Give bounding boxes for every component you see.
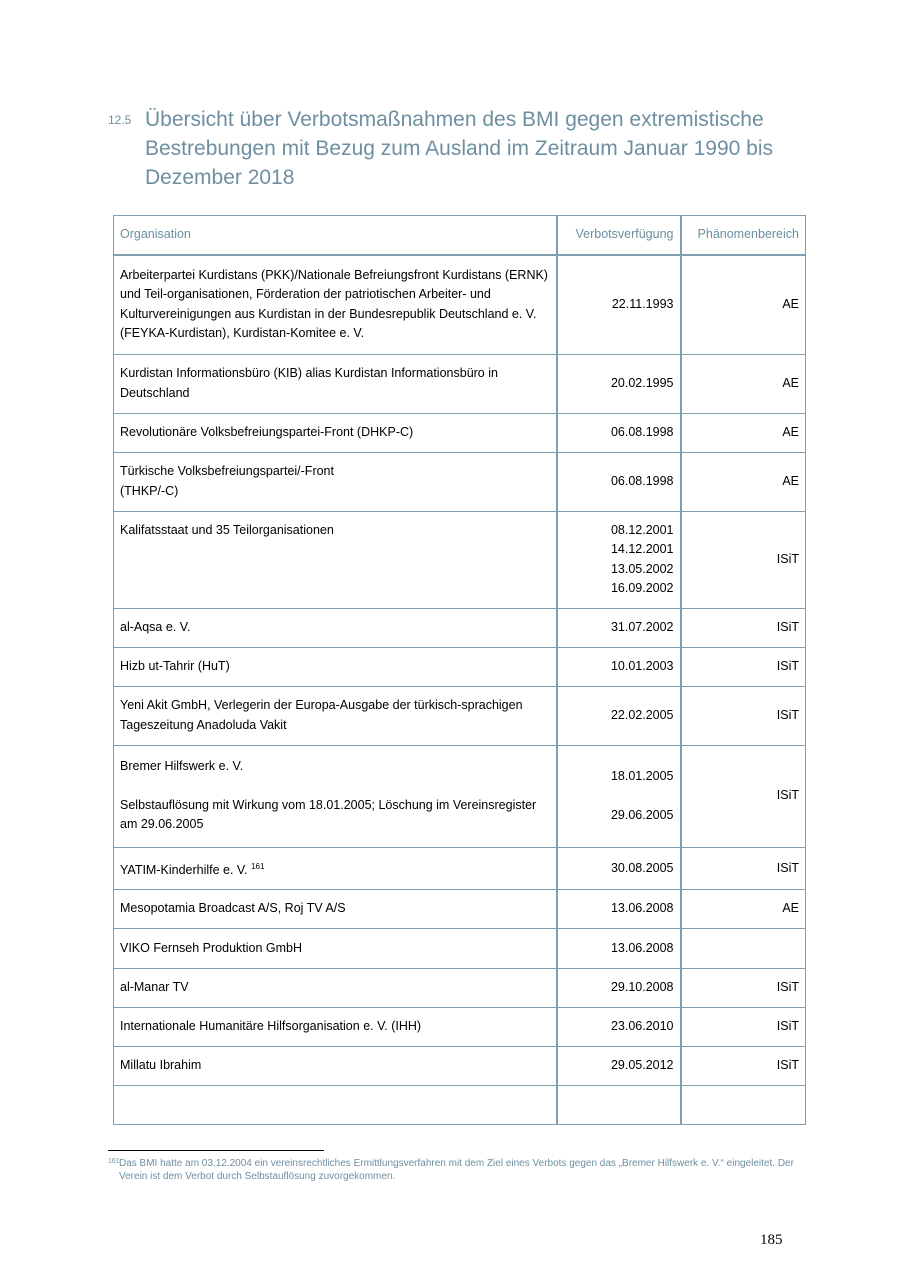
org-line-1: Türkische Volksbefreiungspartei/-Front <box>120 464 334 478</box>
cell-organisation: al-Manar TV <box>114 969 557 1008</box>
cell-organisation: Kalifatsstaat und 35 Teilorganisationen <box>114 511 557 608</box>
page-number: 185 <box>760 1232 783 1248</box>
table-row <box>114 686 806 745</box>
cell-date: 13.06.2008 <box>557 929 681 969</box>
header-organisation: Organisation <box>114 216 557 256</box>
cell-area: AE <box>681 890 806 929</box>
section-title: Übersicht über Verbotsmaßnahmen des BMI gegen extremistische Bestrebungen mit Bezug zum Ausland im Zeitraum Januar 1990 bis Dezember 2018 <box>145 108 774 189</box>
cell-area: ISiT <box>681 1008 806 1047</box>
table-row <box>114 255 806 354</box>
cell-organisation: Revolutionäre Volksbefreiungspartei-Front (DHKP-C) <box>114 413 557 452</box>
org-line-1: Bremer Hilfswerk e. V. <box>120 759 244 774</box>
cell-date: 06.08.1998 <box>557 452 681 511</box>
cell-date: 10.01.2003 <box>557 647 681 686</box>
footnote <box>108 1158 798 1183</box>
cell-organisation: VIKO Fernseh Produktion GmbH <box>114 929 557 969</box>
cell-organisation <box>114 452 557 511</box>
date-entry: 29.06.2005 <box>610 807 674 822</box>
cell-date: 22.02.2005 <box>557 686 681 745</box>
cell-area: ISiT <box>681 647 806 686</box>
table-row <box>114 1047 806 1086</box>
cell-date: 22.11.1993 <box>557 255 681 354</box>
cell-organisation: Arbeiterpartei Kurdistans (PKK)/Nationale Befreiungsfront Kurdistans (ERNK) und Teil-organisationen, Förderation der patriotischen Arbeiter- und Kulturvereinigungen aus Kurdistan in der Bundesrepublik Deutschland e. V. (FEYKA-Kurdistan), Kurdistan-Komitee e. V. <box>114 255 557 354</box>
table-row <box>114 354 806 413</box>
header-phaenomenbereich: Phänomenbereich <box>681 216 806 256</box>
cell-organisation: al-Aqsa e. V. <box>114 608 557 647</box>
date-entry: 13.05.2002 <box>610 561 674 576</box>
header-verbotsverfuegung: Verbotsverfügung <box>557 216 681 256</box>
table-row <box>114 745 806 847</box>
cell-organisation: Millatu Ibrahim <box>114 1047 557 1086</box>
table-row <box>114 608 806 647</box>
table-row <box>114 647 806 686</box>
cell-empty <box>557 1086 681 1125</box>
cell-area: AE <box>681 452 806 511</box>
cell-dates <box>557 745 681 847</box>
cell-date: 29.10.2008 <box>557 969 681 1008</box>
table-row-empty <box>114 1086 806 1125</box>
footnote-text: Das BMI hatte am 03.12.2004 ein vereinsrechtliches Ermittlungsverfahren mit dem Ziel eines Verbots gegen das „Bremer Hilfswerk e. V.“ eingeleitet. Der Verein ist dem Verbot durch Selbstauflösung zuvorgekommen. <box>119 1158 794 1182</box>
table-row <box>114 890 806 929</box>
cell-area: ISiT <box>681 745 806 847</box>
cell-area: ISiT <box>681 969 806 1008</box>
section-number: 12.5 <box>108 113 132 127</box>
cell-date: 20.02.1995 <box>557 354 681 413</box>
cell-organisation: Internationale Humanitäre Hilfsorganisation e. V. (IHH) <box>114 1008 557 1047</box>
cell-organisation <box>114 745 557 847</box>
cell-organisation: Mesopotamia Broadcast A/S, Roj TV A/S <box>114 890 557 929</box>
cell-area: ISiT <box>681 1047 806 1086</box>
org-line-2: (THKP/-C) <box>120 483 179 498</box>
cell-organisation: Kurdistan Informationsbüro (KIB) alias Kurdistan Informationsbüro in Deutschland <box>114 354 557 413</box>
footnote-number: 161 <box>108 1158 120 1165</box>
table-row <box>114 847 806 890</box>
cell-area: ISiT <box>681 847 806 890</box>
cell-organisation <box>114 847 557 890</box>
date-entry: 16.09.2002 <box>610 581 674 595</box>
cell-date: 23.06.2010 <box>557 1008 681 1047</box>
cell-area: AE <box>681 354 806 413</box>
cell-date: 29.05.2012 <box>557 1047 681 1086</box>
date-entry: 14.12.2001 <box>610 542 674 556</box>
cell-date: 31.07.2002 <box>557 608 681 647</box>
cell-organisation: Hizb ut-Tahrir (HuT) <box>114 647 557 686</box>
date-entry: 08.12.2001 <box>610 522 674 537</box>
table-row <box>114 511 806 608</box>
date-entry: 18.01.2005 <box>610 769 674 783</box>
cell-date: 13.06.2008 <box>557 890 681 929</box>
table-row <box>114 452 806 511</box>
cell-area: ISiT <box>681 608 806 647</box>
table-header-row <box>114 216 806 256</box>
cell-organisation: Yeni Akit GmbH, Verlegerin der Europa-Ausgabe der türkisch-sprachigen Tageszeitung Anadoluda Vakit <box>114 686 557 745</box>
footnote-divider <box>108 1150 324 1151</box>
cell-area: AE <box>681 413 806 452</box>
cell-area <box>681 929 806 969</box>
cell-area: ISiT <box>681 511 806 608</box>
table-row <box>114 413 806 452</box>
cell-area: ISiT <box>681 686 806 745</box>
bans-table <box>113 215 806 1125</box>
cell-dates <box>557 511 681 608</box>
cell-date: 06.08.1998 <box>557 413 681 452</box>
org-line-2: Selbstauflösung mit Wirkung vom 18.01.2005; Löschung im Vereinsregister am 29.06.2005 <box>120 797 537 832</box>
cell-area: AE <box>681 255 806 354</box>
cell-empty <box>681 1086 806 1125</box>
org-text: YATIM-Kinderhilfe e. V. <box>120 862 248 877</box>
cell-empty <box>114 1086 557 1125</box>
table-row <box>114 929 806 969</box>
table-row <box>114 1008 806 1047</box>
table-row <box>114 969 806 1008</box>
cell-date: 30.08.2005 <box>557 847 681 890</box>
footnote-ref[interactable]: 161 <box>251 861 265 871</box>
